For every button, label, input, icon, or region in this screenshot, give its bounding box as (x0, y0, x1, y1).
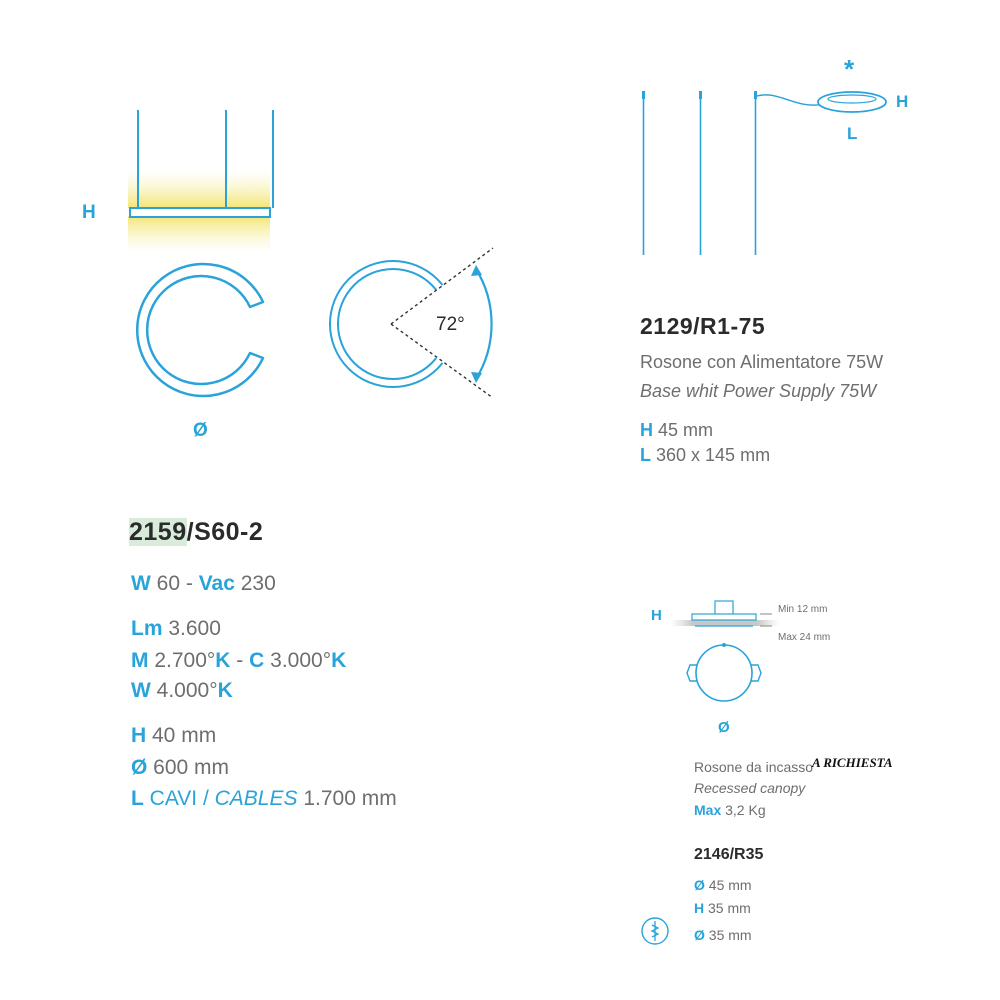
canopy-r1-diagram (630, 80, 900, 270)
spec-height: H 40 mm (131, 724, 217, 747)
recessed-desc-en: Recessed canopy (694, 780, 806, 796)
ring-top-view (130, 260, 270, 400)
canopy-r1-desc-en: Base whit Power Supply 75W (640, 381, 877, 401)
canopy-r1-height: H 45 mm (640, 420, 714, 440)
recessed-cut-diameter: Ø 35 mm (694, 927, 752, 943)
canopy-r1-code: 2129/R1-75 (640, 313, 766, 339)
spec-cables: L CAVI / CABLES 1.700 mm (131, 787, 397, 810)
spec-lumen: Lm 3.600 (131, 617, 221, 640)
canopy-plate (696, 645, 752, 701)
product-code (129, 518, 263, 547)
on-request-badge: A RICHIESTA (812, 755, 893, 770)
recessed-height: H 35 mm (694, 900, 751, 916)
ring-outline (137, 264, 263, 396)
canopy-height-label: H (896, 92, 909, 111)
spec-power: W 60 - Vac 230 (131, 572, 276, 595)
recessed-max-load: Max 3,2 Kg (694, 802, 766, 818)
spec-color-temp: M 2.700°K - C 3.000°K (131, 649, 347, 672)
pendant-front-view (120, 100, 280, 260)
light-glow-up (128, 170, 270, 208)
canopy-r1-desc-it: Rosone con Alimentatore 75W (640, 352, 884, 372)
star-icon: * (844, 54, 855, 84)
recessed-desc-it: Rosone da incasso (694, 759, 814, 775)
recessed-height-label: H (651, 607, 662, 624)
spec-color-temp-w: W 4.000°K (131, 679, 233, 702)
recessed-diameter-label: Ø (718, 719, 730, 736)
canopy-length-label: L (847, 124, 858, 143)
product-code-suffix: /S60-2 (186, 518, 264, 546)
hole-saw-icon (640, 916, 670, 946)
spec-diameter: Ø 600 mm (131, 756, 230, 779)
diameter-label: Ø (193, 420, 208, 441)
light-glow-down (128, 216, 270, 252)
ring-angle-view (325, 245, 505, 405)
lamp-bar (130, 208, 270, 217)
recessed-min-label: Min 12 mm (778, 604, 828, 615)
product-code-prefix: 2159 (129, 518, 187, 546)
canopy-r1-length: L 360 x 145 mm (640, 445, 771, 465)
recessed-code: 2146/R35 (694, 846, 764, 863)
recessed-diameter: Ø 45 mm (694, 877, 752, 893)
ceiling-plane (670, 620, 780, 626)
recessed-max-label: Max 24 mm (778, 632, 831, 643)
power-cable (757, 95, 825, 105)
angle-label: 72° (436, 314, 465, 335)
height-label: H (82, 202, 96, 223)
